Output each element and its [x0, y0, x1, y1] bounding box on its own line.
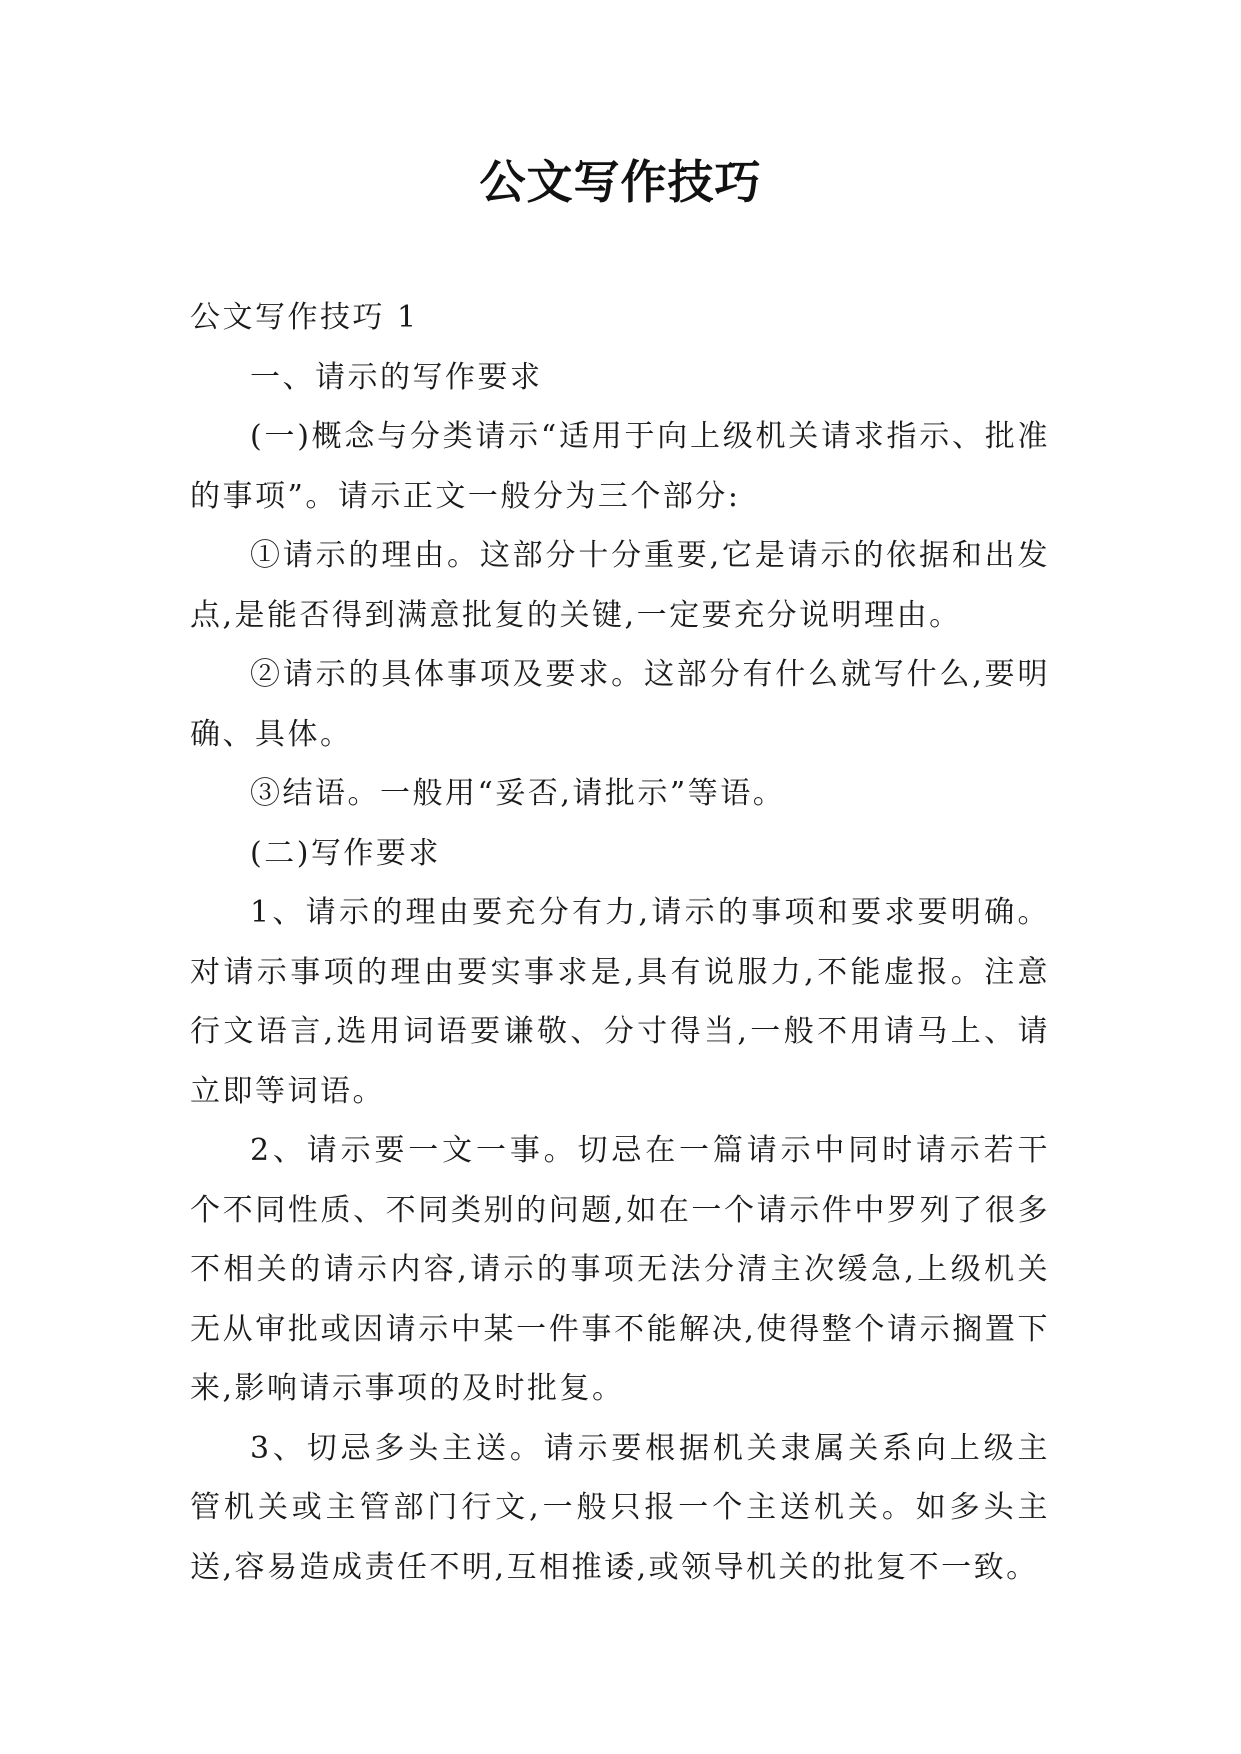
- paragraph-requirement-2: 2、请示要一文一事。切忌在一篇请示中同时请示若干个不同性质、不同类别的问题,如在一个请示件中罗列了很多不相关的请示内容,请示的事项无法分清主次缓急,上级机关无从审批或因请示中某一件事不能解决,使得整个请示搁置下来,影响请示事项的及时批复。: [190, 1133, 1050, 1406]
- document-title: 公文写作技巧: [479, 155, 762, 209]
- paragraph-requirement-3: 3、切忌多头主送。请示要根据机关隶属关系向上级主管机关或主管部门行文,一般只报一个主送机关。如多头主送,容易造成责任不明,互相推诿,或领导机关的批复不一致。: [190, 1430, 1050, 1585]
- subsection-heading: 一、请示的写作要求: [250, 359, 543, 395]
- paragraph-item-3: ③结语。一般用“妥否,请批示”等语。: [250, 776, 786, 811]
- paragraph-concept: (一)概念与分类请示“适用于向上级机关请求指示、批准的事项”。请示正文一般分为三个部分:: [190, 419, 1050, 514]
- subsection-heading-2: (二)写作要求: [250, 835, 441, 871]
- document-body: [190, 288, 1050, 1597]
- paragraph-item-2: ②请示的具体事项及要求。这部分有什么就写什么,要明确、具体。: [190, 657, 1050, 752]
- section-heading: 公文写作技巧 1: [190, 300, 419, 335]
- paragraph-item-1: ①请示的理由。这部分十分重要,它是请示的依据和出发点,是能否得到满意批复的关键,一定要充分说明理由。: [190, 538, 1050, 633]
- paragraph-requirement-1: 1、请示的理由要充分有力,请示的事项和要求要明确。对请示事项的理由要实事求是,具有说服力,不能虚报。注意行文语言,选用词语要谦敬、分寸得当,一般不用请马上、请立即等词语。: [190, 895, 1050, 1109]
